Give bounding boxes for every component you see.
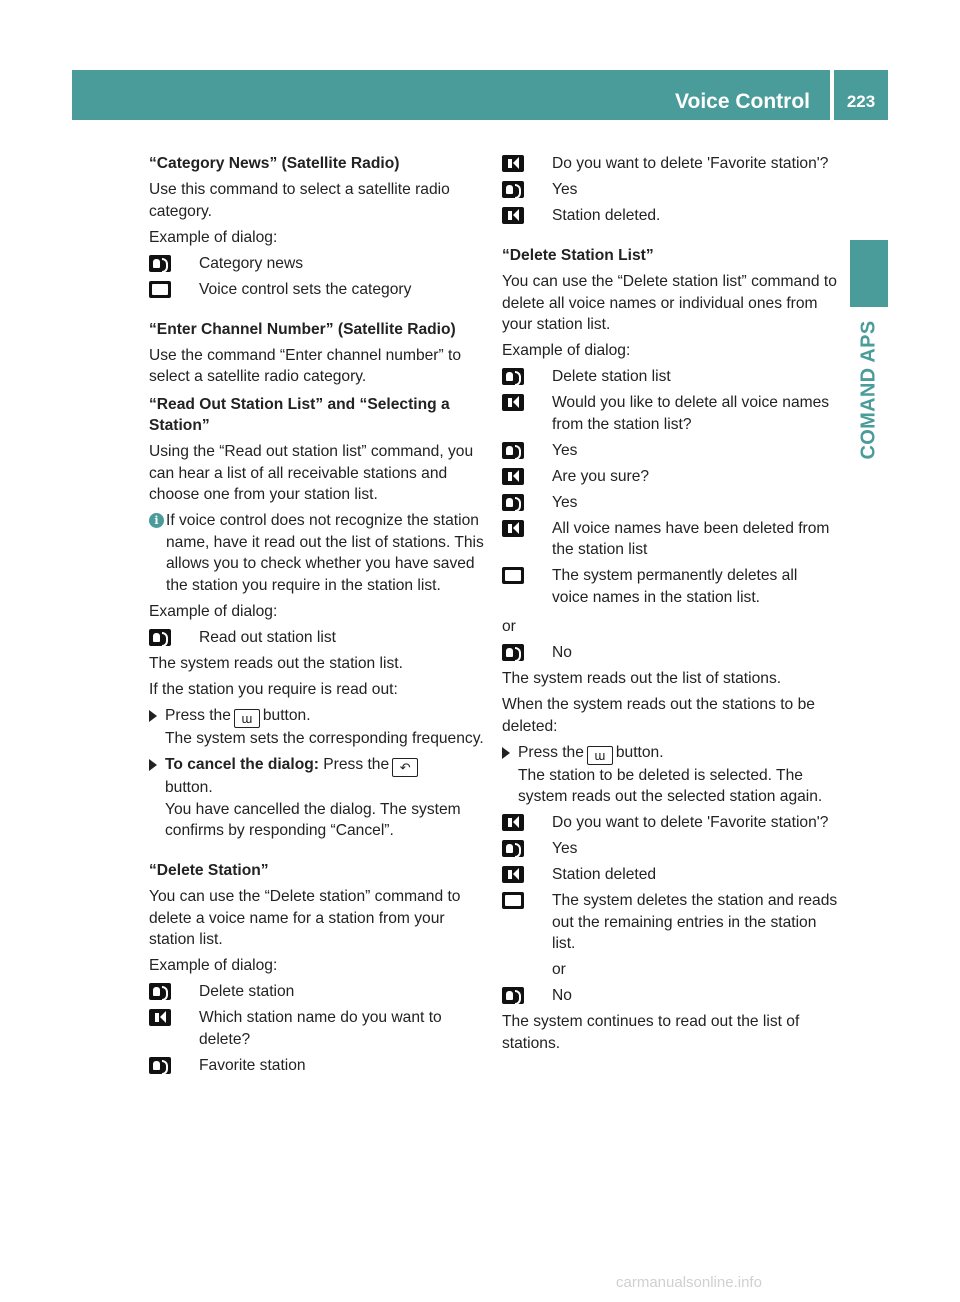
dialog-line: Station deleted: [502, 864, 838, 886]
section-heading: “Enter Channel Number” (Satellite Radio): [149, 320, 456, 338]
header-bar: [72, 70, 888, 120]
dialog-line: Voice control sets the category: [149, 279, 485, 301]
dialog-line: Yes: [502, 492, 838, 514]
dialog-line: Station deleted.: [502, 205, 838, 227]
dialog-line: Would you like to delete all voice names from the station list?: [502, 392, 838, 435]
step-arrow-icon: [502, 747, 510, 759]
dialog-line: No: [502, 642, 838, 664]
right-column: [502, 153, 838, 1059]
section-heading: “Category News” (Satellite Radio): [149, 155, 400, 172]
user-speech-icon: [149, 629, 171, 646]
back-button-icon: ↶: [392, 758, 418, 777]
side-tab: [849, 300, 889, 480]
side-tab-label: COMAND APS: [857, 320, 880, 460]
user-speech-icon: [502, 644, 524, 661]
user-speech-icon: [502, 494, 524, 511]
info-icon: i: [149, 513, 164, 528]
dialog-line: Favorite station: [149, 1055, 485, 1077]
dialog-line: Category news: [149, 253, 485, 275]
paragraph: Using the “Read out station list” command, you can hear a list of all receivable stations and choose one from your station list.: [149, 443, 474, 503]
paragraph: The system reads out the list of stations.: [502, 670, 782, 687]
page-number: 223: [846, 92, 876, 111]
dialog-line: Read out station list: [149, 627, 485, 649]
paragraph: or: [552, 961, 566, 978]
side-tab-bar: [850, 240, 888, 307]
system-speech-icon: [502, 814, 524, 831]
system-action-icon: [502, 567, 524, 584]
system-speech-icon: [502, 394, 524, 411]
paragraph: Example of dialog:: [149, 957, 278, 974]
dialog-line: Do you want to delete 'Favorite station'?: [502, 153, 838, 175]
paragraph: or: [502, 618, 516, 635]
dialog-line: Do you want to delete 'Favorite station'?: [502, 812, 838, 834]
system-speech-icon: [502, 520, 524, 537]
dialog-line: All voice names have been deleted from the station list: [502, 518, 838, 561]
user-speech-icon: [149, 255, 171, 272]
voice-button-icon: ɯ: [234, 709, 260, 728]
section-heading: “Delete Station”: [149, 862, 269, 879]
user-speech-icon: [502, 442, 524, 459]
dialog-line: Yes: [502, 179, 838, 201]
paragraph: The system continues to read out the list of stations.: [502, 1013, 800, 1052]
paragraph: The system reads out the station list.: [149, 655, 403, 672]
paragraph: You can use the “Delete station” command to delete a voice name for a station from your station list.: [149, 888, 461, 948]
step-item: Press the ɯ button. The station to be deleted is selected. The system reads out the selected station again.: [502, 742, 838, 808]
section-heading: “Delete Station List”: [502, 247, 654, 264]
left-column: [149, 153, 485, 1081]
dialog-line: Yes: [502, 440, 838, 462]
paragraph: If the station you require is read out:: [149, 681, 398, 698]
dialog-line: Delete station list: [502, 366, 838, 388]
paragraph: Use this command to select a satellite radio category.: [149, 181, 450, 220]
step-item: Press the ɯ button. The system sets the corresponding frequency.: [149, 705, 485, 750]
system-speech-icon: [502, 866, 524, 883]
system-speech-icon: [502, 155, 524, 172]
system-speech-icon: [502, 207, 524, 224]
dialog-line: Yes: [502, 838, 838, 860]
user-speech-icon: [502, 987, 524, 1004]
dialog-line: No: [502, 985, 838, 1007]
section-heading: “Read Out Station List” and “Selecting a Station”: [149, 395, 450, 434]
user-speech-icon: [502, 840, 524, 857]
system-speech-icon: [502, 468, 524, 485]
paragraph: Example of dialog:: [149, 228, 278, 246]
chapter-title: Voice Control: [675, 90, 810, 113]
voice-button-icon: ɯ: [587, 746, 613, 765]
dialog-line: Are you sure?: [502, 466, 838, 488]
user-speech-icon: [149, 983, 171, 1000]
system-action-icon: [502, 892, 524, 909]
paragraph: Example of dialog:: [149, 603, 278, 620]
step-arrow-icon: [149, 710, 157, 722]
user-speech-icon: [502, 181, 524, 198]
paragraph: Example of dialog:: [502, 342, 631, 359]
dialog-line: Which station name do you want to delete?: [149, 1007, 485, 1050]
info-note: i If voice control does not recognize the station name, have it read out the list of stations. This allows you to check whether you have saved the station you require in the station list.: [149, 510, 485, 596]
watermark: carmanualsonline.info: [616, 1274, 762, 1291]
system-action-icon: [149, 281, 171, 298]
paragraph: You can use the “Delete station list” command to delete all voice names or individual ones from your station list.: [502, 273, 837, 333]
step-arrow-icon: [149, 759, 157, 771]
dialog-line: The system permanently deletes all voice names in the station list.: [502, 565, 838, 608]
dialog-line: The system deletes the station and reads out the remaining entries in the station list.: [502, 890, 838, 955]
step-item: To cancel the dialog: Press the ↶ button. You have cancelled the dialog. The system confirms by responding “Cancel”.: [149, 754, 485, 842]
dialog-line: Delete station: [149, 981, 485, 1003]
user-speech-icon: [149, 1057, 171, 1074]
paragraph: Use the command “Enter channel number” to select a satellite radio category.: [149, 346, 462, 385]
system-speech-icon: [149, 1009, 171, 1026]
paragraph: When the system reads out the stations to be deleted:: [502, 696, 815, 735]
user-speech-icon: [502, 368, 524, 385]
